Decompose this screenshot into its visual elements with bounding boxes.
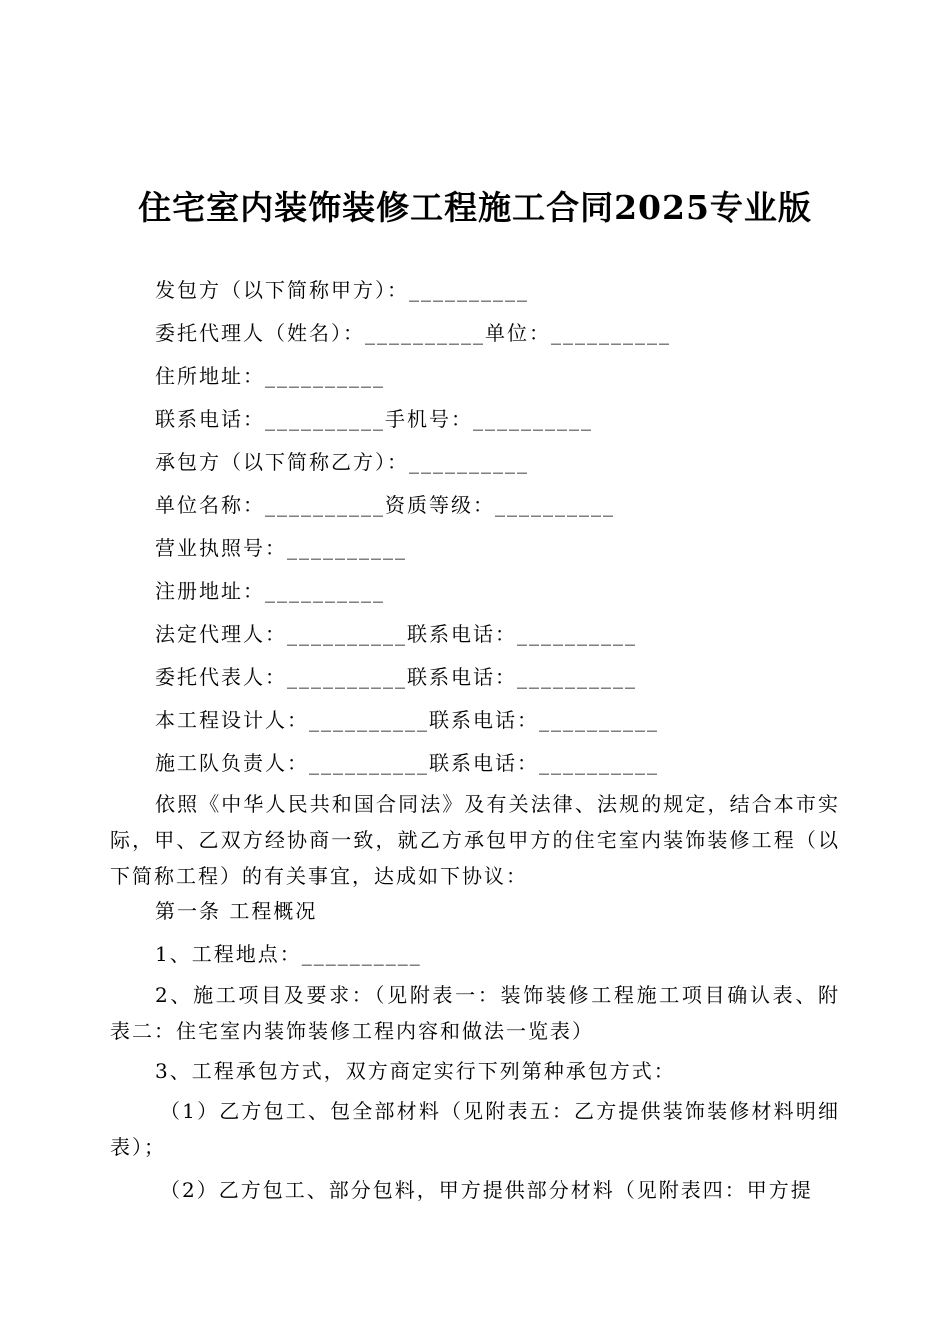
party-line-designer: 本工程设计人：__________联系电话：__________ — [155, 708, 659, 732]
option-1: （1）乙方包工、包全部材料（见附表五：乙方提供装饰装修材料明细表）； — [110, 1099, 840, 1159]
option-2: （2）乙方包工、部分包料，甲方提供部分材料（见附表四：甲方提 — [160, 1178, 813, 1202]
party-line-employer-agent: 委托代理人（姓名）：__________单位：__________ — [155, 321, 671, 345]
article-1-heading: 第一条 工程概况 — [155, 899, 318, 923]
party-line-employer: 发包方（以下简称甲方）：__________ — [155, 278, 529, 302]
item-2-scope: 2、施工项目及要求：（见附表一：装饰装修工程施工项目确认表、附表二：住宅室内装饰装修工程内容和做法一览表） — [110, 983, 840, 1043]
item-3-method: 3、工程承包方式，双方商定实行下列第种承包方式： — [155, 1059, 676, 1083]
party-line-employer-address: 住所地址：__________ — [155, 364, 385, 388]
party-line-entrusted-representative: 委托代表人：__________联系电话：__________ — [155, 665, 637, 689]
party-line-business-license: 营业执照号：__________ — [155, 536, 407, 560]
party-line-team-leader: 施工队负责人：__________联系电话：__________ — [155, 751, 659, 775]
party-line-registered-address: 注册地址：__________ — [155, 579, 385, 603]
document-title: 住宅室内装饰装修工程施工合同2025专业版 — [138, 188, 812, 227]
party-line-employer-phone: 联系电话：__________手机号：__________ — [155, 407, 593, 431]
party-line-legal-representative: 法定代理人：__________联系电话：__________ — [155, 622, 637, 646]
preamble-paragraph: 依照《中华人民共和国合同法》及有关法律、法规的规定，结合本市实际，甲、乙双方经协商一致，就乙方承包甲方的住宅室内装饰装修工程（以下简称工程）的有关事宜，达成如下协议： — [110, 792, 840, 888]
party-line-contractor: 承包方（以下简称乙方）：__________ — [155, 450, 529, 474]
party-line-contractor-unit: 单位名称：__________资质等级：__________ — [155, 493, 615, 517]
item-1-location: 1、工程地点：__________ — [155, 942, 422, 966]
